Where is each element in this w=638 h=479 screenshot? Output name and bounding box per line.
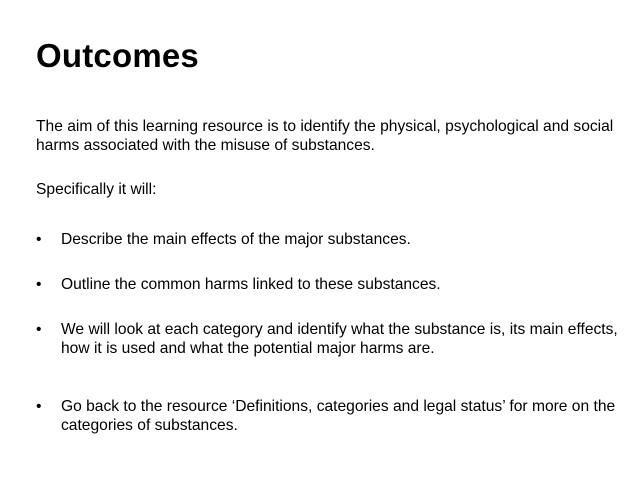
bullet-point-icon: • (36, 276, 42, 293)
bullet-text: Describe the main effects of the major substances. (61, 231, 411, 248)
bullet-text: We will look at each category and identify what the substance is, its main effects, how it is used and what the potential major harms are. (61, 321, 618, 357)
bullet-text: Outline the common harms linked to these substances. (61, 276, 441, 293)
bullet-point-icon: • (36, 231, 42, 248)
bullet-point-icon: • (36, 398, 42, 415)
aim-paragraph: The aim of this learning resource is to identify the physical, psychological and social harms associated with the misuse of substances. (36, 118, 614, 154)
bullet-point-icon: • (36, 321, 42, 338)
slide-title: Outcomes (36, 37, 199, 74)
intro-paragraph: Specifically it will: (36, 181, 157, 198)
bullet-text: Go back to the resource ‘Definitions, categories and legal status’ for more on the categories of substances. (61, 398, 616, 434)
